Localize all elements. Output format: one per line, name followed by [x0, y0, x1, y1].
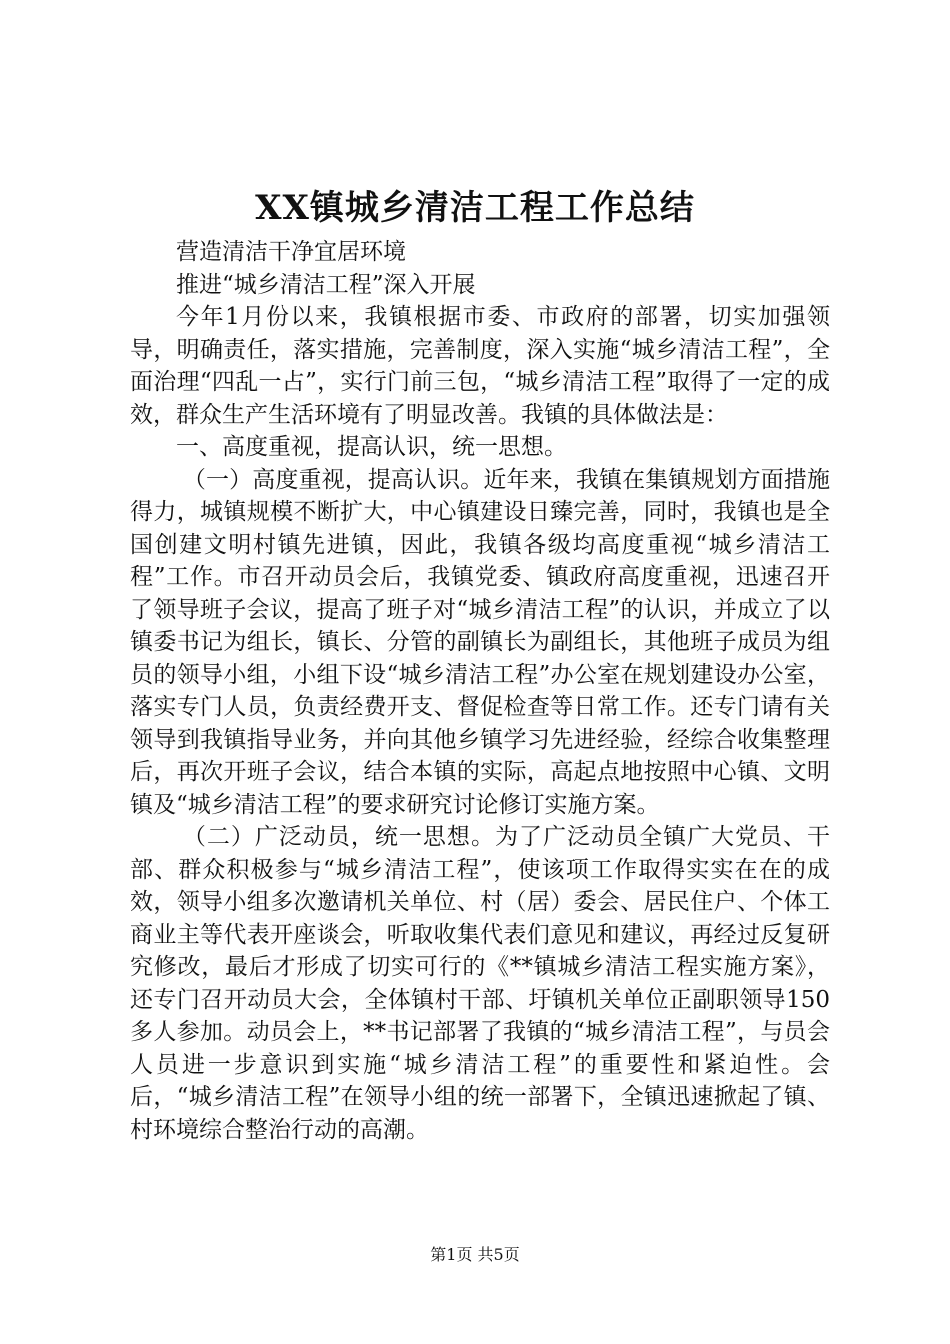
intro-paragraph: 今年1月份以来，我镇根据市委、市政府的部署，切实加强领导，明确责任，落实措施，完善制度，深入实施“城乡清洁工程”，全面治理“四乱一占”，实行门前三包，“城乡清洁工程”取得了一定的成效，群众生产生活环境有了明显改善。我镇的具体做法是： [130, 304, 830, 428]
document-title: XX镇城乡清洁工程工作总结 [255, 188, 695, 228]
subsection-paragraph-1: （一）高度重视，提高认识。近年来，我镇在集镇规划方面措施得力，城镇规模不断扩大，中心镇建设日臻完善，同时，我镇也是全国创建文明村镇先进镇，因此，我镇各级均高度重视“城乡清洁工程”工作。市召开动员会后，我镇党委、镇政府高度重视，迅速召开了领导班子会议，提高了班子对“城乡清洁工程”的认识，并成立了以镇委书记为组长，镇长、分管的副镇长为副组长，其他班子成员为组员的领导小组，小组下设“城乡清洁工程”办公室在规划建设办公室，落实专门人员，负责经费开支、督促检查等日常工作。还专门请有关领导到我镇指导业务，并向其他乡镇学习先进经验，经综合收集整理后，再次开班子会议，结合本镇的实际，高起点地按照中心镇、文明镇及“城乡清洁工程”的要求研究讨论修订实施方案。 [130, 466, 830, 818]
document-body [130, 236, 830, 1146]
subtitle-line-2: 推进“城乡清洁工程”深入开展 [176, 271, 476, 298]
subtitle-line-1: 营造清洁干净宜居环境 [176, 239, 406, 265]
subsection-paragraph-2: （二）广泛动员，统一思想。为了广泛动员全镇广大党员、干部、群众积极参与“城乡清洁工程”，使该项工作取得实实在在的成效，领导小组多次邀请机关单位、村（居）委会、居民住户、个体工商业主等代表开座谈会，听取收集代表们意见和建议，再经过反复研究修改，最后才形成了切实可行的《**镇城乡清洁工程实施方案》，还专门召开动员大会，全体镇村干部、圩镇机关单位正副职领导150多人参加。动员会上，**书记部署了我镇的“城乡清洁工程”，与员会人员进一步意识到实施“城乡清洁工程”的重要性和紧迫性。会后，“城乡清洁工程”在领导小组的统一部署下，全镇迅速掀起了镇、村环境综合整治行动的高潮。 [130, 824, 830, 1143]
page-number-footer: 第1页 共5页 [430, 1245, 520, 1264]
section-heading-1: 一、高度重视，提高认识，统一思想。 [176, 434, 567, 460]
